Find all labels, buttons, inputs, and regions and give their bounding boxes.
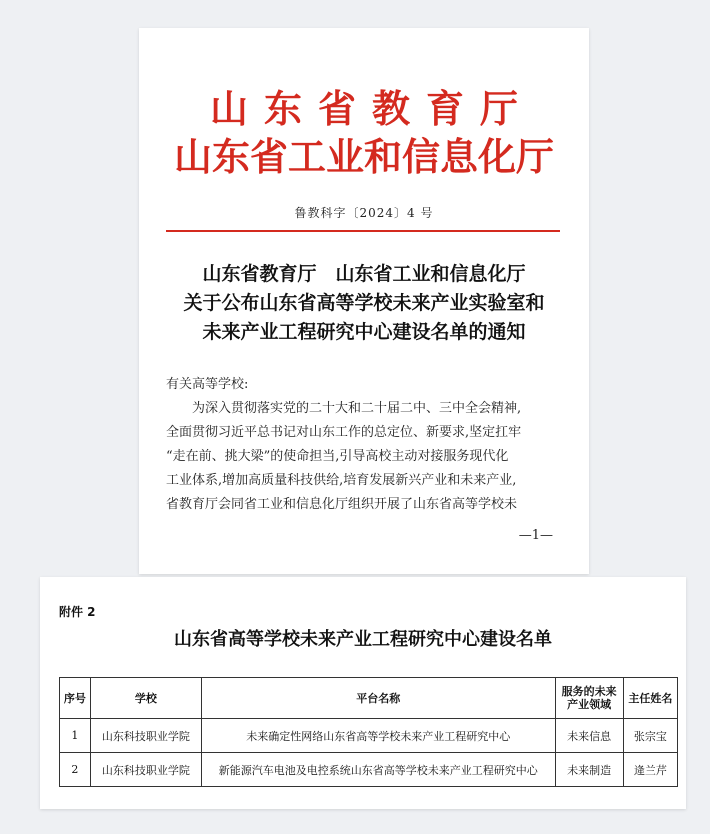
col-header-director: 主任姓名: [623, 678, 677, 719]
annex-page: [40, 577, 686, 809]
cell-platform: 新能源汽车电池及电控系统山东省高等学校未来产业工程研究中心: [201, 753, 555, 787]
cell-num: 2: [60, 753, 91, 787]
annex-label: 附件 2: [59, 605, 96, 619]
notice-title: [139, 260, 589, 347]
cell-school: 山东科技职业学院: [90, 753, 201, 787]
cell-domain: 未来制造: [555, 753, 623, 787]
issuer-header-industry: 山东省工业和信息化厅: [173, 134, 554, 179]
notice-body: [166, 397, 560, 517]
red-divider: [166, 230, 560, 232]
col-header-platform: 平台名称: [201, 678, 555, 719]
col-header-domain: 服务的未来产业领域: [555, 678, 623, 719]
col-header-num: 序号: [60, 678, 91, 719]
body-line: 全面贯彻习近平总书记对山东工作的总定位、新要求,坚定扛牢: [166, 425, 522, 440]
center-list-table: [59, 677, 678, 787]
title-line: 关于公布山东省高等学校未来产业实验室和: [183, 292, 545, 314]
greeting: 有关高等学校:: [166, 377, 249, 392]
cell-school: 山东科技职业学院: [90, 719, 201, 753]
cell-platform: 未来确定性网络山东省高等学校未来产业工程研究中心: [201, 719, 555, 753]
table-header-row: [60, 678, 678, 719]
document-number: 鲁教科字〔2024〕4 号: [294, 206, 434, 220]
table-row: [60, 719, 678, 753]
cell-director: 逄兰芹: [623, 753, 677, 787]
table-row: [60, 753, 678, 787]
col-header-school: 学校: [90, 678, 201, 719]
page-number: —1—: [518, 528, 553, 543]
body-line: 省教育厅会同省工业和信息化厅组织开展了山东省高等学校未: [166, 497, 518, 512]
body-line: 工业体系,增加高质量科技供给,培育发展新兴产业和未来产业,: [166, 473, 517, 488]
cell-director: 张宗宝: [623, 719, 677, 753]
issuer-header-education: 山东省教育厅: [209, 86, 534, 131]
body-line: 为深入贯彻落实党的二十大和二十届二中、三中全会精神,: [192, 401, 522, 416]
title-line: 未来产业工程研究中心建设名单的通知: [202, 321, 526, 343]
body-line: “走在前、挑大梁”的使命担当,引导高校主动对接服务现代化: [166, 449, 509, 464]
cell-domain: 未来信息: [555, 719, 623, 753]
title-line: 山东省教育厅 山东省工业和信息化厅: [202, 263, 526, 285]
notice-page: [139, 28, 589, 574]
cell-num: 1: [60, 719, 91, 753]
annex-title: 山东省高等学校未来产业工程研究中心建设名单: [174, 629, 552, 650]
